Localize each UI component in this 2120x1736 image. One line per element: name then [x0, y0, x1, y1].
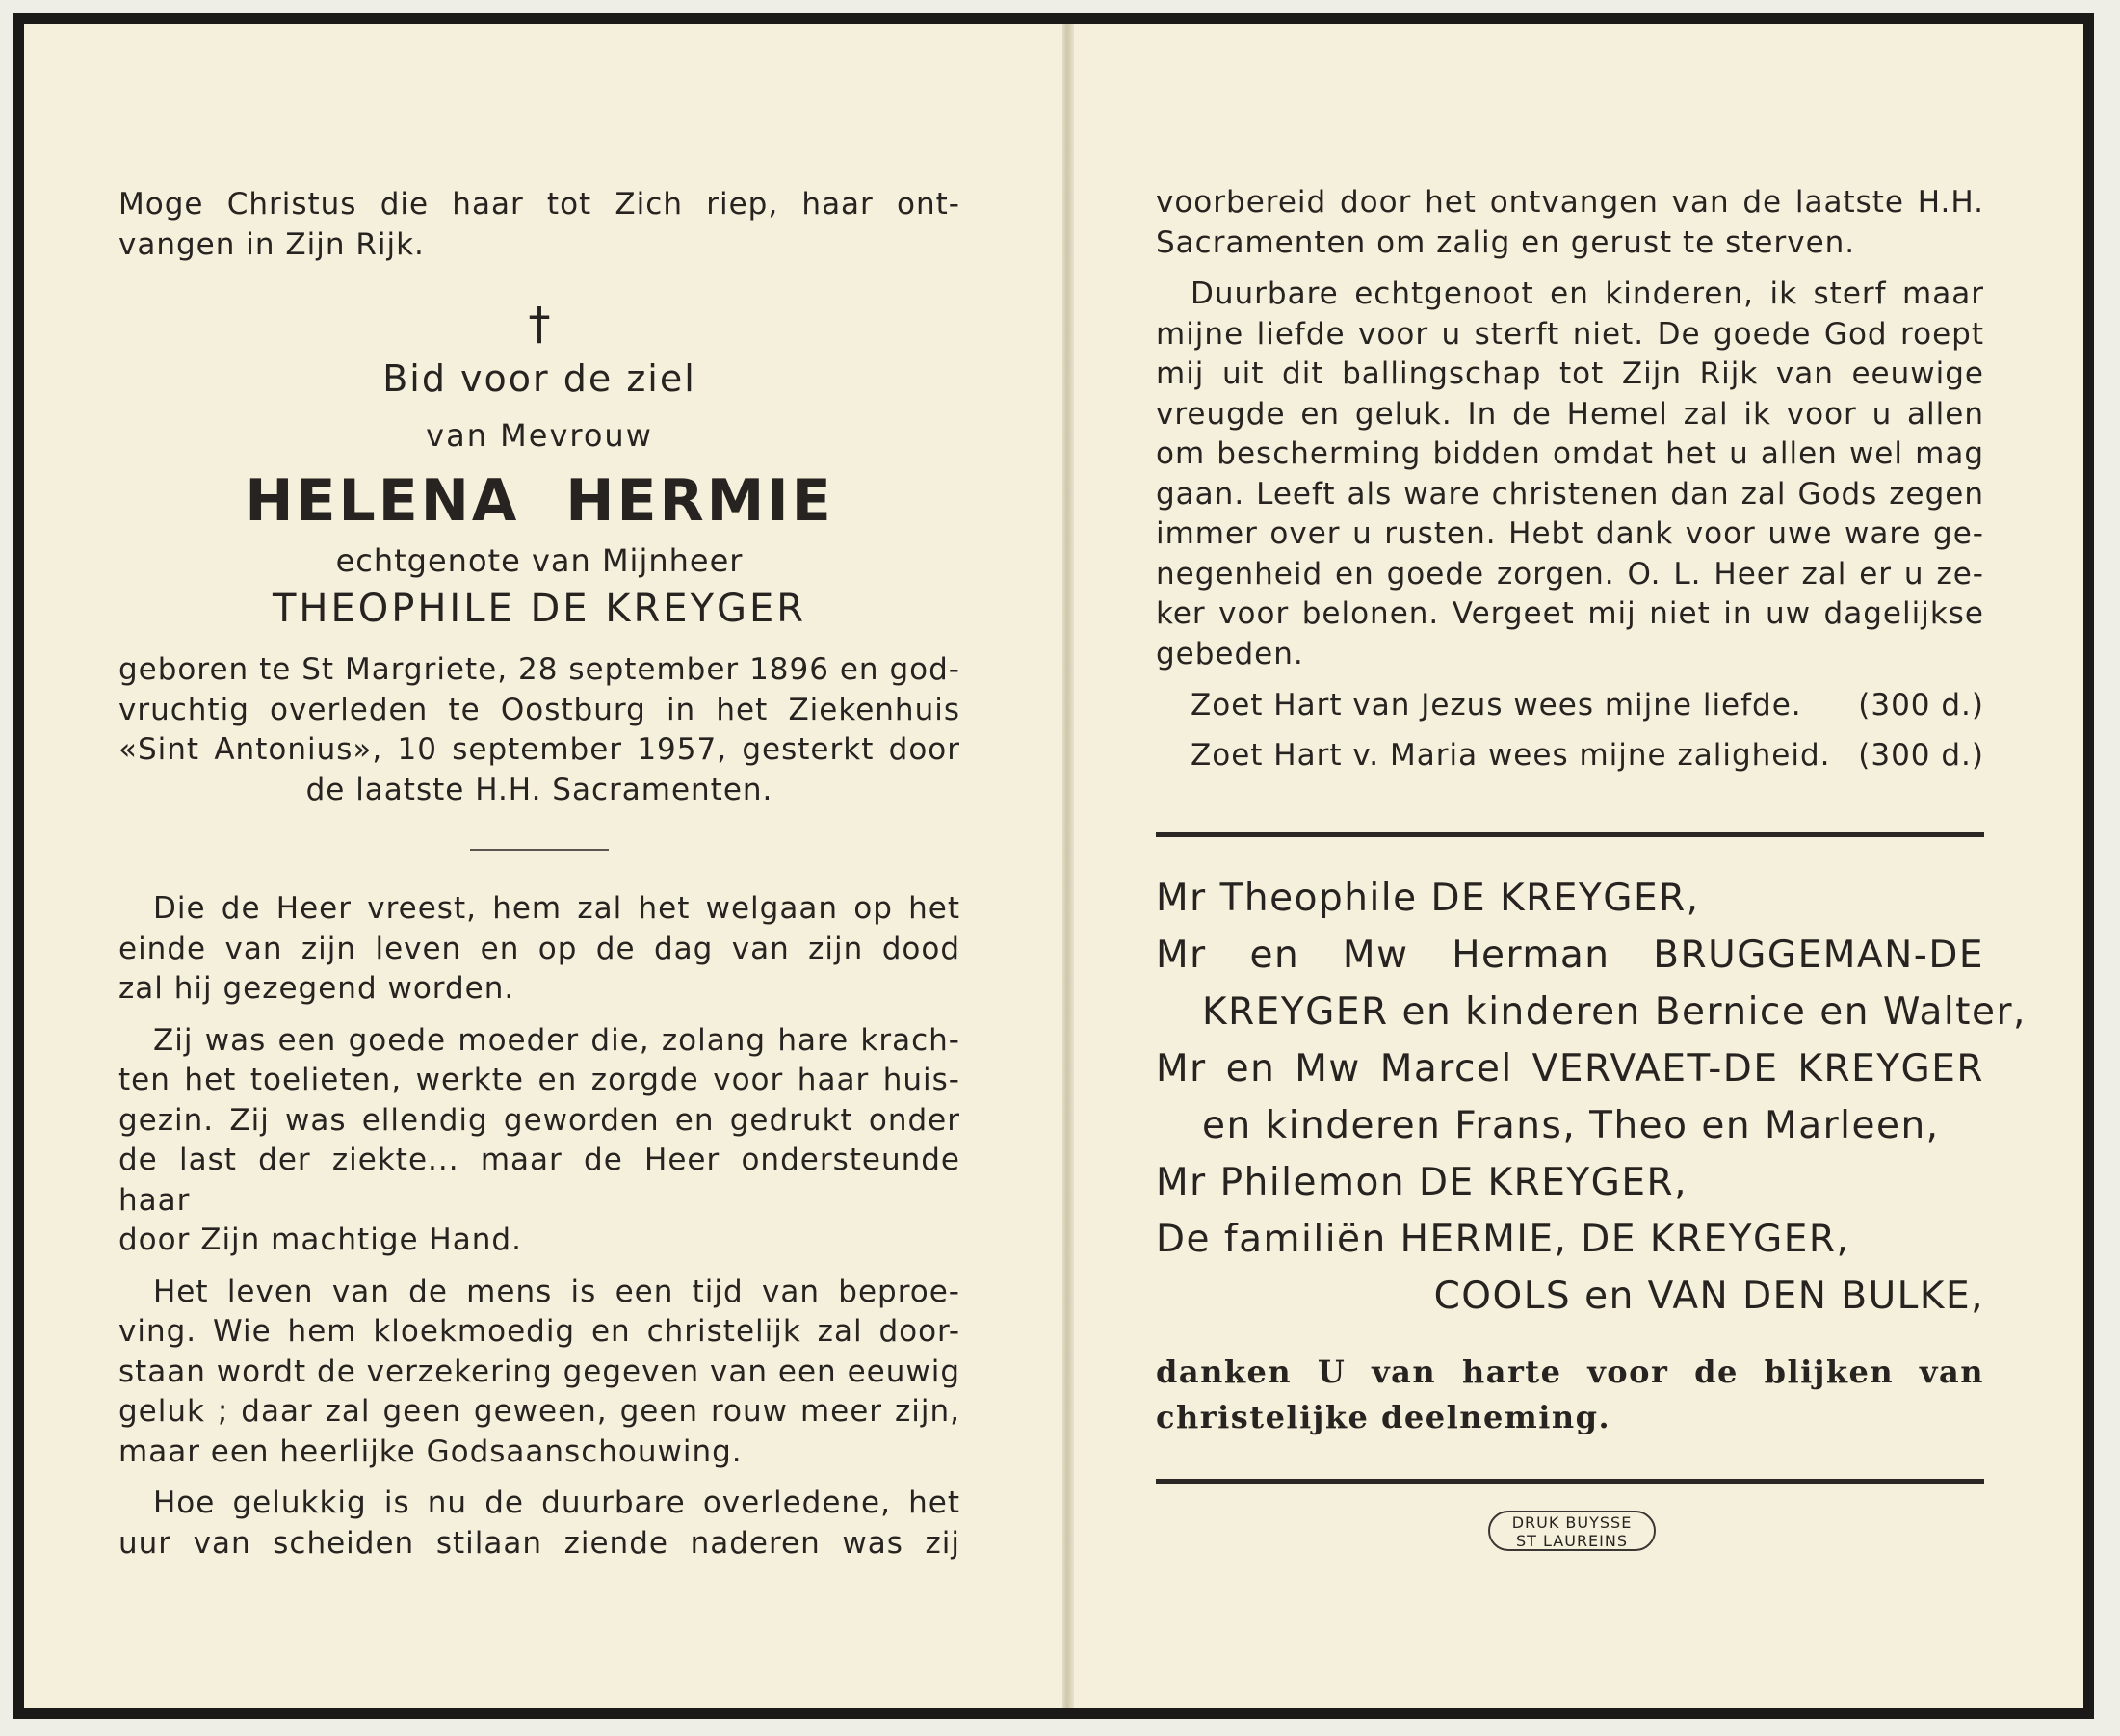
cont-line-2: Sacramenten om zalig en gerust te sterven.: [1156, 224, 1856, 260]
card-fold: [1062, 24, 1074, 1708]
para1-line-3: zal hij gezegend worden.: [118, 971, 515, 1006]
para-line-8: negenheid en goede zorgen. O. L. Heer zal er u ze-: [1156, 556, 1984, 592]
family-line-4: Mr en Mw Marcel VERVAET-DE KREYGER: [1156, 1047, 1984, 1091]
para2-line-5: door Zijn machtige Hand.: [118, 1223, 522, 1257]
printer-stamp: [1488, 1511, 1656, 1551]
born-line-4: de laatste H.H. Sacramenten.: [305, 772, 773, 807]
para1-line-1: Die de Heer vreest, hem zal het welgaan op het: [153, 891, 960, 926]
para3-line-2: ving. Wie hem kloekmoedig en christelijk zal door-: [118, 1314, 960, 1349]
cross-icon: †: [528, 298, 551, 350]
para-line-5: om bescherming bidden omdat het u allen wel mag: [1156, 436, 1984, 471]
para1-line-2: einde van zijn leven en op de dag van zijn dood: [118, 931, 960, 966]
left-page: [118, 24, 960, 1564]
para2-line-3: gezin. Zij was ellendig geworden en gedrukt onder: [118, 1102, 960, 1138]
bid-line: Bid voor de ziel: [382, 357, 696, 400]
spouse-name: THEOPHILE DE KREYGER: [272, 587, 807, 631]
para-line-3: mij uit dit ballingschap tot Zijn Rijk van eeuwige: [1156, 356, 1984, 391]
born-line-1: geboren te St Margriete, 28 september 1896 en god-: [118, 652, 960, 687]
van-mevrouw: van Mevrouw: [426, 417, 653, 454]
intro-line-2: vangen in Zijn Rijk.: [118, 226, 425, 262]
para4-line-2: uur van scheiden stilaan ziende naderen was zij: [118, 1525, 960, 1561]
para3-line-5: maar een heerlijke Godsaanschouwing.: [118, 1434, 743, 1469]
para3-line-3: staan wordt de verzekering gegeven van een eeuwig: [118, 1354, 960, 1389]
indulgence-days: (300 d.): [1858, 688, 1984, 723]
prayer-line-1: [1156, 680, 1984, 730]
para-line-10: gebeden.: [1156, 636, 1304, 671]
para3-line-1: Het leven van de mens is een tijd van beproe-: [153, 1274, 960, 1309]
family-line-1: Mr Theophile DE KREYGER,: [1156, 877, 1700, 920]
para4-line-1: Hoe gelukkig is nu de duurbare overledene, het: [153, 1486, 960, 1520]
para-line-6: gaan. Leeft als ware christenen dan zal Gods zegen: [1156, 476, 1984, 512]
family-line-7: De familiën HERMIE, DE KREYGER,: [1156, 1218, 1850, 1261]
intro-line-1: Moge Christus die haar tot Zich riep, haar ont-: [118, 187, 960, 222]
para2-line-1: Zij was een goede moeder die, zolang hare krach-: [153, 1022, 960, 1058]
right-page: [1156, 24, 2027, 1550]
family-line-2: Mr en Mw Herman BRUGGEMAN-DE: [1156, 934, 1984, 977]
prayer-text: Zoet Hart v. Maria wees mijne zaligheid.: [1191, 738, 1831, 773]
family-line-3: KREYGER en kinderen Bernice en Walter,: [1202, 990, 2027, 1034]
family-line-6: Mr Philemon DE KREYGER,: [1156, 1161, 1688, 1204]
cont-line-1: voorbereid door het ontvangen van de laatste H.H.: [1156, 185, 1984, 220]
para2-line-4: de last der ziekte... maar de Heer ondersteunde haar: [118, 1143, 960, 1218]
thanks-line-2: christelijke deelneming.: [1156, 1399, 1611, 1435]
para-line-2: mijne liefde voor u sterft niet. De goede God roept: [1156, 316, 1984, 352]
prayer-line-2: [1156, 730, 1984, 780]
family-line-5: en kinderen Frans, Theo en Marleen,: [1202, 1104, 1940, 1147]
deceased-name: HELENA HERMIE: [245, 467, 834, 535]
born-line-2: vruchtig overleden te Oostburg in het Ziekenhuis: [118, 692, 960, 727]
born-line-3: «Sint Antonius», 10 september 1957, gesterkt door: [118, 732, 960, 767]
memorial-card: [13, 13, 2094, 1719]
divider: [1156, 1479, 1984, 1484]
para-line-1: Duurbare echtgenoot en kinderen, ik sterf maar: [1191, 276, 1984, 311]
para2-line-2: ten het toelieten, werkte en zorgde voor haar huis-: [118, 1063, 960, 1097]
printer-location: ST LAUREINS: [1515, 1532, 1629, 1550]
para-line-9: ker voor belonen. Vergeet mij niet in uw dagelijkse: [1156, 596, 1984, 631]
para-line-4: vreugde en geluk. In de Hemel zal ik voor u allen: [1156, 396, 1984, 432]
family-line-8: COOLS en VAN DEN BULKE,: [1433, 1275, 1984, 1318]
thanks-line-1: danken U van harte voor de blijken van: [1156, 1354, 1984, 1390]
printer-name: DRUK BUYSSE: [1511, 1513, 1633, 1532]
prayer-text: Zoet Hart van Jezus wees mijne liefde.: [1191, 688, 1802, 723]
para3-line-4: geluk ; daar zal geen geween, geen rouw meer zijn,: [118, 1394, 960, 1429]
spouse-line: echtgenote van Mijnheer: [335, 542, 744, 579]
para-line-7: immer over u rusten. Hebt dank voor uwe ware ge-: [1156, 516, 1984, 551]
indulgence-days: (300 d.): [1858, 738, 1984, 773]
